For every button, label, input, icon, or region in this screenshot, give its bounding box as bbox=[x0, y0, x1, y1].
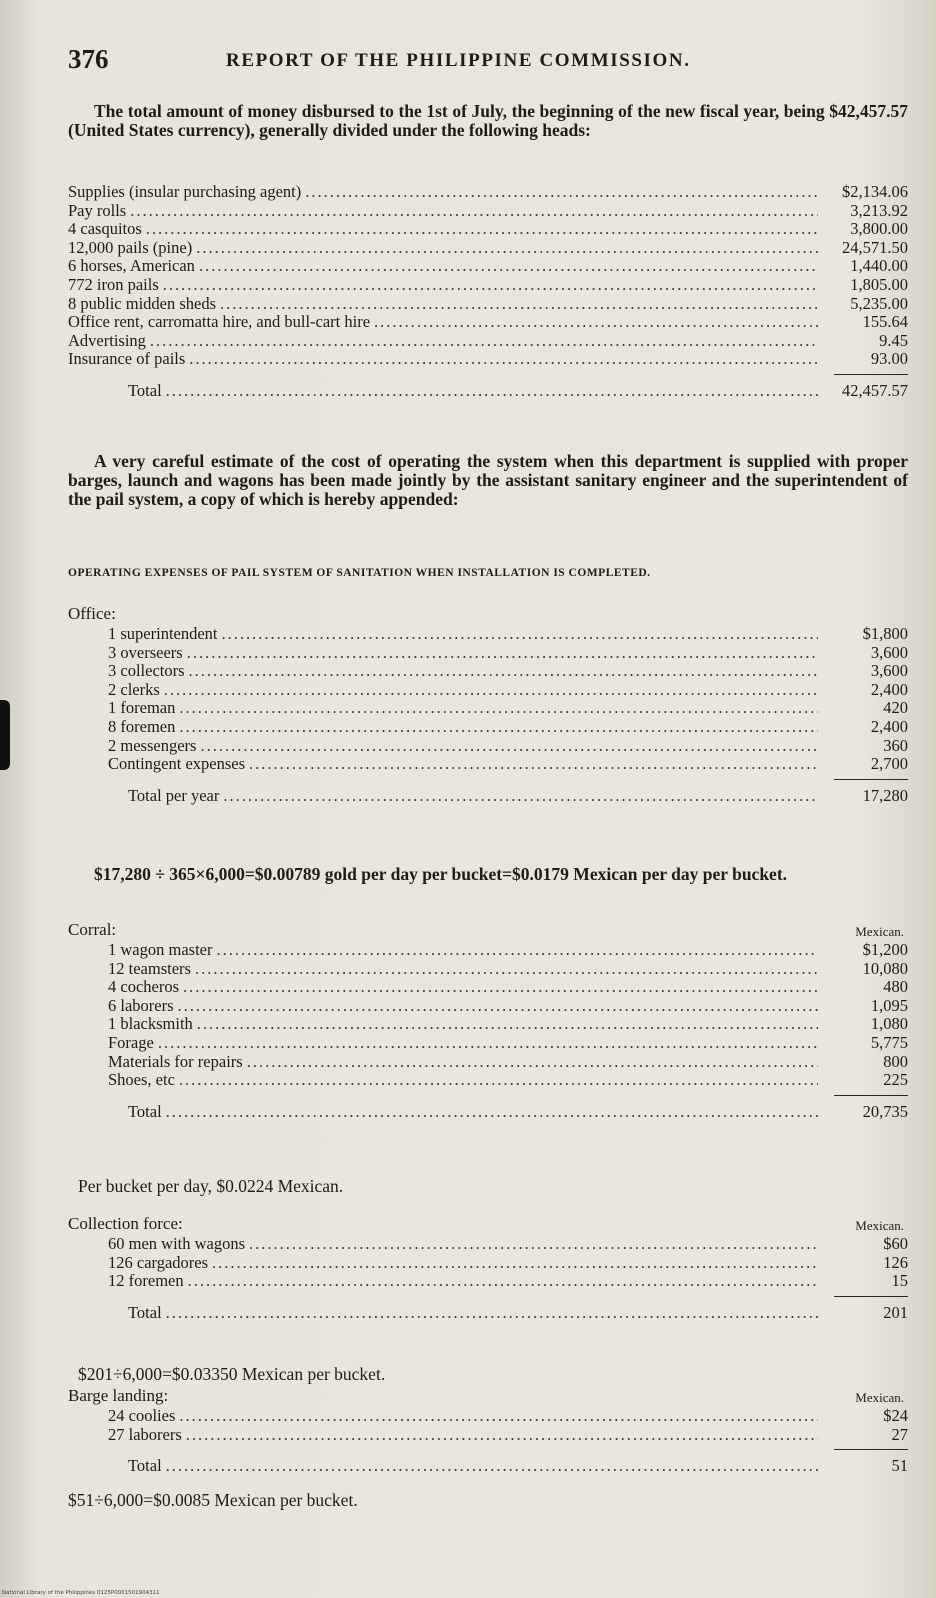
ledger-row bbox=[68, 256, 908, 275]
item-label: Shoes, etc bbox=[108, 1070, 175, 1090]
item-label: 27 laborers bbox=[108, 1424, 182, 1444]
item-label: 2 clerks bbox=[108, 679, 160, 699]
leader-dots bbox=[187, 643, 818, 663]
ledger-row bbox=[68, 643, 908, 662]
barge-rows bbox=[68, 1406, 908, 1443]
barge-heading: Barge landing: bbox=[68, 1386, 169, 1405]
item-amount: 3,600 bbox=[870, 661, 908, 681]
item-amount: 3,213.92 bbox=[850, 200, 908, 220]
ledger-row bbox=[68, 312, 908, 331]
item-label: 3 collectors bbox=[108, 661, 185, 681]
collection-heading-row bbox=[68, 1214, 908, 1234]
corral-heading-row bbox=[68, 920, 908, 940]
ledger-row bbox=[68, 1014, 908, 1033]
leader-dots bbox=[179, 1070, 818, 1090]
total-amount: 20,735 bbox=[862, 1101, 908, 1121]
ledger-row bbox=[68, 1271, 908, 1290]
corral-section bbox=[68, 920, 908, 1120]
item-amount: 27 bbox=[891, 1424, 908, 1444]
ledger-row bbox=[68, 996, 908, 1015]
collection-rows bbox=[68, 1234, 908, 1290]
barge-section bbox=[68, 1386, 908, 1475]
leader-dots bbox=[197, 1014, 818, 1034]
leader-dots bbox=[166, 1456, 818, 1476]
item-label: 6 horses, American bbox=[68, 256, 195, 276]
total-amount: 51 bbox=[891, 1456, 908, 1476]
item-amount: 5,775 bbox=[870, 1032, 908, 1052]
disbursements-ledger bbox=[68, 182, 908, 400]
item-label: 2 messengers bbox=[108, 735, 197, 755]
binding-edge-shadow bbox=[0, 700, 10, 770]
leader-dots bbox=[179, 717, 818, 737]
intro-paragraph: The total amount of money disbursed to the 1st of July, the beginning of the new fiscal year, being $42,457.57 (United States currency), generally divided under the following heads: bbox=[68, 101, 908, 140]
item-amount: $24 bbox=[883, 1406, 908, 1425]
item-amount: 3,600 bbox=[870, 642, 908, 662]
total-amount: 17,280 bbox=[862, 785, 908, 805]
total-rule bbox=[834, 1296, 908, 1297]
leader-dots bbox=[179, 1406, 818, 1426]
leader-dots bbox=[150, 331, 818, 351]
ledger-row bbox=[68, 238, 908, 257]
ledger-row bbox=[68, 349, 908, 368]
leader-dots bbox=[188, 1271, 818, 1291]
item-label: 12 teamsters bbox=[108, 958, 191, 978]
total-label: Total bbox=[128, 1101, 162, 1121]
leader-dots bbox=[130, 201, 818, 221]
item-label: 1 wagon master bbox=[108, 940, 213, 959]
corral-total-row bbox=[68, 1102, 908, 1121]
leader-dots bbox=[158, 1033, 818, 1053]
ledger-row bbox=[68, 294, 908, 313]
leader-dots bbox=[220, 294, 818, 314]
column-heading-mexican: Mexican. bbox=[855, 1218, 904, 1233]
ledger-row bbox=[68, 182, 908, 201]
page-number: 376 bbox=[68, 44, 109, 74]
item-amount: 3,800.00 bbox=[850, 219, 908, 239]
ledger-row bbox=[68, 1406, 908, 1425]
item-amount: 1,440.00 bbox=[850, 256, 908, 276]
ledger-row bbox=[68, 698, 908, 717]
item-label: 6 laborers bbox=[108, 995, 174, 1015]
ledger-row bbox=[68, 977, 908, 996]
leader-dots bbox=[183, 977, 818, 997]
table-caption: OPERATING EXPENSES OF PAIL SYSTEM OF SANITATION WHEN INSTALLATION IS COMPLETED. bbox=[68, 567, 651, 579]
item-amount: 1,805.00 bbox=[850, 274, 908, 294]
item-amount: 420 bbox=[883, 698, 908, 718]
barge-note: $51÷6,000=$0.0085 Mexican per bucket. bbox=[68, 1490, 358, 1510]
leader-dots bbox=[374, 312, 818, 332]
estimate-paragraph: A very careful estimate of the cost of operating the system when this department is supplied with proper barges, launch and wagons has been made jointly by the assistant sanitary engineer and the superintendent of the pail system, a copy of which is hereby appended: bbox=[68, 451, 908, 509]
page-header bbox=[68, 44, 908, 80]
column-heading-mexican: Mexican. bbox=[855, 924, 904, 939]
item-label: Pay rolls bbox=[68, 200, 127, 220]
leader-dots bbox=[222, 624, 818, 644]
item-label: Office rent, carromatta hire, and bull-cart hire bbox=[68, 312, 371, 332]
leader-dots bbox=[189, 349, 818, 369]
ledger-row bbox=[68, 680, 908, 699]
collection-heading: Collection force: bbox=[68, 1214, 183, 1233]
disbursements-total-row bbox=[68, 381, 908, 400]
item-amount: $1,800 bbox=[862, 624, 908, 643]
office-rows bbox=[68, 624, 908, 773]
item-amount: 126 bbox=[883, 1252, 908, 1272]
total-amount: 42,457.57 bbox=[842, 380, 908, 400]
total-rule bbox=[834, 374, 908, 375]
leader-dots bbox=[166, 1102, 818, 1122]
leader-dots bbox=[186, 1425, 818, 1445]
total-label: Total bbox=[128, 1456, 162, 1476]
office-total-row bbox=[68, 786, 908, 805]
leader-dots bbox=[199, 256, 818, 276]
disbursements-rows bbox=[68, 182, 908, 368]
office-heading-row bbox=[68, 604, 908, 624]
total-label: Total per year bbox=[128, 785, 220, 805]
leader-dots bbox=[166, 1303, 818, 1323]
ledger-row bbox=[68, 959, 908, 978]
library-footer: National Library of the Philippines 0125P0001501904311 bbox=[2, 1590, 160, 1596]
ledger-row bbox=[68, 219, 908, 238]
item-amount: 9.45 bbox=[879, 330, 908, 350]
leader-dots bbox=[216, 940, 818, 960]
item-label: 4 casquitos bbox=[68, 219, 142, 239]
ledger-row bbox=[68, 331, 908, 350]
corral-note: Per bucket per day, $0.0224 Mexican. bbox=[78, 1176, 344, 1196]
item-amount: 800 bbox=[883, 1051, 908, 1071]
running-title: REPORT OF THE PHILIPPINE COMMISSION. bbox=[226, 50, 691, 71]
ledger-row bbox=[68, 1033, 908, 1052]
item-label: 1 foreman bbox=[108, 698, 176, 718]
item-amount: 93.00 bbox=[870, 349, 908, 369]
item-label: 8 public midden sheds bbox=[68, 293, 217, 313]
ledger-row bbox=[68, 1070, 908, 1089]
barge-total-row bbox=[68, 1456, 908, 1475]
item-label: 24 coolies bbox=[108, 1406, 176, 1425]
collection-note: $201÷6,000=$0.03350 Mexican per bucket. bbox=[78, 1364, 386, 1384]
leader-dots bbox=[166, 381, 818, 401]
item-label: 1 blacksmith bbox=[108, 1014, 193, 1034]
item-label: Advertising bbox=[68, 330, 146, 350]
ledger-row bbox=[68, 736, 908, 755]
ledger-row bbox=[68, 1234, 908, 1253]
item-label: 4 cocheros bbox=[108, 977, 180, 997]
ledger-row bbox=[68, 201, 908, 220]
item-amount: 2,400 bbox=[870, 679, 908, 699]
corral-rows bbox=[68, 940, 908, 1089]
item-label: 12,000 pails (pine) bbox=[68, 237, 193, 257]
item-label: Insurance of pails bbox=[68, 349, 186, 369]
leader-dots bbox=[223, 786, 818, 806]
item-label: 12 foremen bbox=[108, 1271, 184, 1291]
item-amount: 155.64 bbox=[862, 312, 908, 332]
corral-heading: Corral: bbox=[68, 920, 117, 939]
office-heading: Office: bbox=[68, 604, 116, 623]
item-label: 8 foremen bbox=[108, 716, 176, 736]
ledger-row bbox=[68, 624, 908, 643]
office-section bbox=[68, 604, 908, 804]
total-rule bbox=[834, 1095, 908, 1096]
column-heading-mexican: Mexican. bbox=[855, 1390, 904, 1405]
leader-dots bbox=[179, 698, 818, 718]
leader-dots bbox=[196, 238, 818, 258]
collection-section bbox=[68, 1214, 908, 1321]
leader-dots bbox=[163, 275, 818, 295]
item-amount: 360 bbox=[883, 735, 908, 755]
leader-dots bbox=[249, 754, 818, 774]
leader-dots bbox=[195, 959, 818, 979]
item-amount: $1,200 bbox=[862, 940, 908, 959]
item-amount: $2,134.06 bbox=[842, 182, 908, 201]
item-label: 126 cargadores bbox=[108, 1252, 209, 1272]
leader-dots bbox=[189, 661, 818, 681]
total-amount: 201 bbox=[883, 1302, 908, 1322]
item-amount: 5,235.00 bbox=[850, 293, 908, 313]
item-amount: $60 bbox=[883, 1234, 908, 1253]
ledger-row bbox=[68, 661, 908, 680]
item-label: Materials for repairs bbox=[108, 1051, 243, 1071]
leader-dots bbox=[200, 736, 818, 756]
item-label: 60 men with wagons bbox=[108, 1234, 246, 1253]
item-label: Supplies (insular purchasing agent) bbox=[68, 182, 302, 201]
ledger-row bbox=[68, 1425, 908, 1444]
item-amount: 1,080 bbox=[870, 1014, 908, 1034]
item-label: 772 iron pails bbox=[68, 274, 159, 294]
leader-dots bbox=[212, 1253, 818, 1273]
leader-dots bbox=[164, 680, 818, 700]
ledger-row bbox=[68, 1052, 908, 1071]
barge-heading-row bbox=[68, 1386, 908, 1406]
item-amount: 2,700 bbox=[870, 754, 908, 774]
ledger-row bbox=[68, 275, 908, 294]
ledger-row bbox=[68, 754, 908, 773]
item-amount: 1,095 bbox=[870, 995, 908, 1015]
item-amount: 480 bbox=[883, 977, 908, 997]
ledger-row bbox=[68, 717, 908, 736]
leader-dots bbox=[146, 219, 818, 239]
item-amount: 2,400 bbox=[870, 716, 908, 736]
collection-total-row bbox=[68, 1303, 908, 1322]
item-label: 3 overseers bbox=[108, 642, 183, 662]
item-amount: 225 bbox=[883, 1070, 908, 1090]
ledger-row bbox=[68, 1253, 908, 1272]
office-note: $17,280 ÷ 365×6,000=$0.00789 gold per day per bucket=$0.0179 Mexican per day per bucket. bbox=[94, 864, 788, 884]
item-amount: 15 bbox=[891, 1271, 908, 1291]
item-amount: 10,080 bbox=[862, 958, 908, 978]
leader-dots bbox=[247, 1052, 818, 1072]
leader-dots bbox=[249, 1234, 818, 1254]
item-amount: 24,571.50 bbox=[842, 237, 908, 257]
total-label: Total bbox=[128, 1302, 162, 1322]
item-label: Contingent expenses bbox=[108, 754, 246, 774]
ledger-row bbox=[68, 940, 908, 959]
item-label: 1 superintendent bbox=[108, 624, 218, 643]
total-rule bbox=[834, 1449, 908, 1450]
leader-dots bbox=[305, 182, 818, 202]
leader-dots bbox=[178, 996, 818, 1016]
item-label: Forage bbox=[108, 1032, 154, 1052]
total-rule bbox=[834, 779, 908, 780]
total-label: Total bbox=[128, 380, 162, 400]
